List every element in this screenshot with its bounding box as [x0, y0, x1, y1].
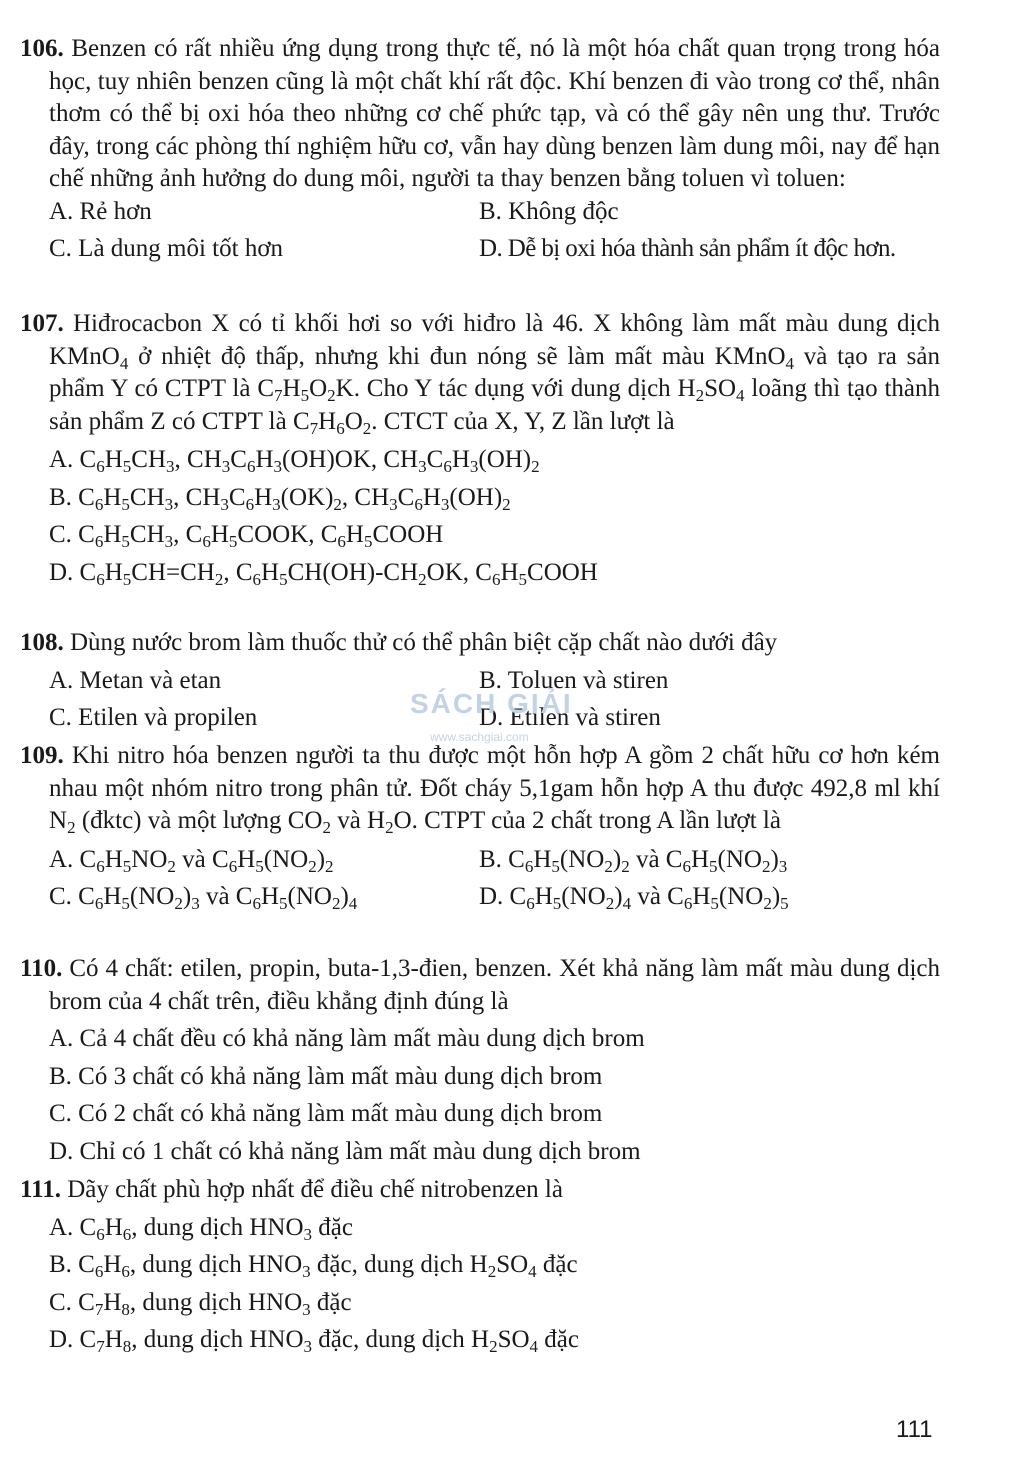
options-row [20, 844, 940, 877]
question-number: 108. [20, 629, 64, 656]
question-text: Benzen có rất nhiều ứng dụng trong thực tế, nó là một hóa chất quan trọng trong hóa học, tuy nhiên benzen cũng là một chất khí rất độc. Khí benzen đi vào trong cơ thể, nhân thơm có thể bị oxi hóa theo những cơ chế phức tạp, và có thể gây nên ung thư. Trước đây, trong các phòng thí nghiệm hữu cơ, vẫn hay dùng benzen làm dung môi, nay để hạn chế những ảnh hưởng do dung môi, người ta thay benzen bằng toluen vì toluen: [49, 35, 941, 192]
option-b: B. Có 3 chất có khả năng làm mất màu dung dịch brom [49, 1062, 603, 1090]
question-stem [20, 1174, 940, 1207]
option-d: D. Dễ bị oxi hóa thành sản phẩm ít độc hơn. [479, 235, 896, 262]
watermark-url: www.sachgiai.com [430, 729, 529, 744]
option-d: D. Etilen và stiren [479, 704, 661, 731]
question-stem [20, 953, 940, 1018]
option-d: D. $C_6H_5CH=CH_2$, $C_6H_5CH(OH)-CH_2OK$, $C_6H_5COOH$ [49, 558, 598, 589]
question-stem [20, 627, 940, 660]
options-row [20, 233, 940, 266]
question-text: Có 4 chất: etilen, propin, buta-1,3-đien, benzen. Xét khả năng làm mất màu dung dịch brom của 4 chất trên, điều khẳng định đúng là [49, 955, 940, 1015]
question-stem [20, 308, 940, 438]
option-d: D. $C_7H_8$, dung dịch $HNO_3$ đặc, dung dịch $H_2SO_4$ đặc [49, 1326, 579, 1356]
question-108 [20, 627, 940, 735]
option-a: A. Metan và etan [49, 666, 222, 694]
question-text: Dãy chất phù hợp nhất để điều chế nitrobenzen là [67, 1176, 563, 1203]
option-b: B. $C_6H_5CH_3$, $CH_3C_6H_3(OK)_2$, $CH_3C_6H_3(OH)_2$ [49, 483, 511, 514]
question-number: 111. [20, 1176, 61, 1203]
option-a: A. Cả 4 chất đều có khả năng làm mất màu dung dịch brom [49, 1025, 645, 1052]
question-number: 107. [20, 310, 64, 337]
option-c: C. Là dung môi tốt hơn [49, 235, 284, 262]
question-number: 106. [20, 35, 64, 62]
option-c: C. Etilen và propilen [49, 704, 258, 731]
question-stem [20, 740, 940, 838]
question-107 [20, 308, 940, 589]
question-110 [20, 953, 940, 1168]
option-d: D. $C_6H_5(NO_2)_4$ và $C_6H_5(NO_2)_5$ [479, 883, 789, 913]
option-a: A. $C_6H_6$, dung dịch $HNO_3$ đặc [49, 1213, 353, 1244]
question-text: Hiđrocacbon X có tỉ khối hơi so với hiđro là 46. X không làm mất màu dung dịch KMnO$_4$ ở nhiệt độ thấp, nhưng khi đun nóng sẽ làm mất màu KMnO$_4$ và tạo ra sản phẩm Y có CTPT là $C_7H_5O_2K$. Cho Y tác dụng với dung dịch $H_2SO_4$ loãng thì tạo thành sản phẩm Z có CTPT là $C_7H_6O_2$. CTCT của X, Y, Z lần lượt là [49, 310, 940, 438]
question-stem [20, 33, 940, 196]
question-text: Dùng nước brom làm thuốc thử có thể phân biệt cặp chất nào dưới đây [70, 629, 778, 656]
question-109 [20, 740, 940, 914]
option-b: B. Toluen và stiren [479, 666, 669, 694]
option-b: B. $C_6H_5(NO_2)_2$ và $C_6H_5(NO_2)_3$ [479, 845, 788, 876]
option-c: C. Có 2 chất có khả năng làm mất màu dung dịch brom [49, 1100, 603, 1127]
option-b: B. $C_6H_6$, dung dịch $HNO_3$ đặc, dung dịch $H_2SO_4$ đặc [49, 1251, 578, 1281]
question-106 [20, 33, 940, 266]
watermark-logo-text: SÁCH GIẢI [410, 688, 573, 719]
question-111 [20, 1174, 940, 1357]
options-row [20, 881, 940, 914]
option-b: B. Không độc [479, 197, 619, 225]
options-row [20, 196, 940, 229]
page-number: 111 [896, 1416, 933, 1443]
option-a: A. $C_6H_5CH_3$, $CH_3C_6H_3(OH)OK$, $CH_3C_6H_3(OH)_2$ [49, 446, 540, 476]
question-text: Khi nitro hóa benzen người ta thu được một hỗn hợp A gồm 2 chất hữu cơ hơn kém nhau một nhóm nitro trong phân tử. Đốt cháy 5,1gam hỗn hợp A thu được 492,8 ml khí $N_2$ (đktc) và một lượng $CO_2$ và $H_2O$. CTPT của 2 chất trong A lần lượt là [49, 742, 941, 837]
option-a: A. Rẻ hơn [49, 197, 152, 225]
option-a: A. $C_6H_5NO_2$ và $C_6H_5(NO_2)_2$ [49, 845, 334, 876]
options-row [20, 702, 940, 735]
option-d: D. Chỉ có 1 chất có khả năng làm mất màu dung dịch brom [49, 1137, 641, 1165]
option-c: C. $C_7H_8$, dung dịch $HNO_3$ đặc [49, 1288, 352, 1319]
option-c: C. $C_6H_5CH_3$, $C_6H_5COOK$, $C_6H_5COOH$ [49, 521, 444, 551]
options-row [20, 665, 940, 698]
question-number: 109. [20, 742, 64, 769]
question-number: 110. [20, 955, 63, 982]
option-c: C. $C_6H_5(NO_2)_3$ và $C_6H_5(NO_2)_4$ [49, 883, 358, 913]
